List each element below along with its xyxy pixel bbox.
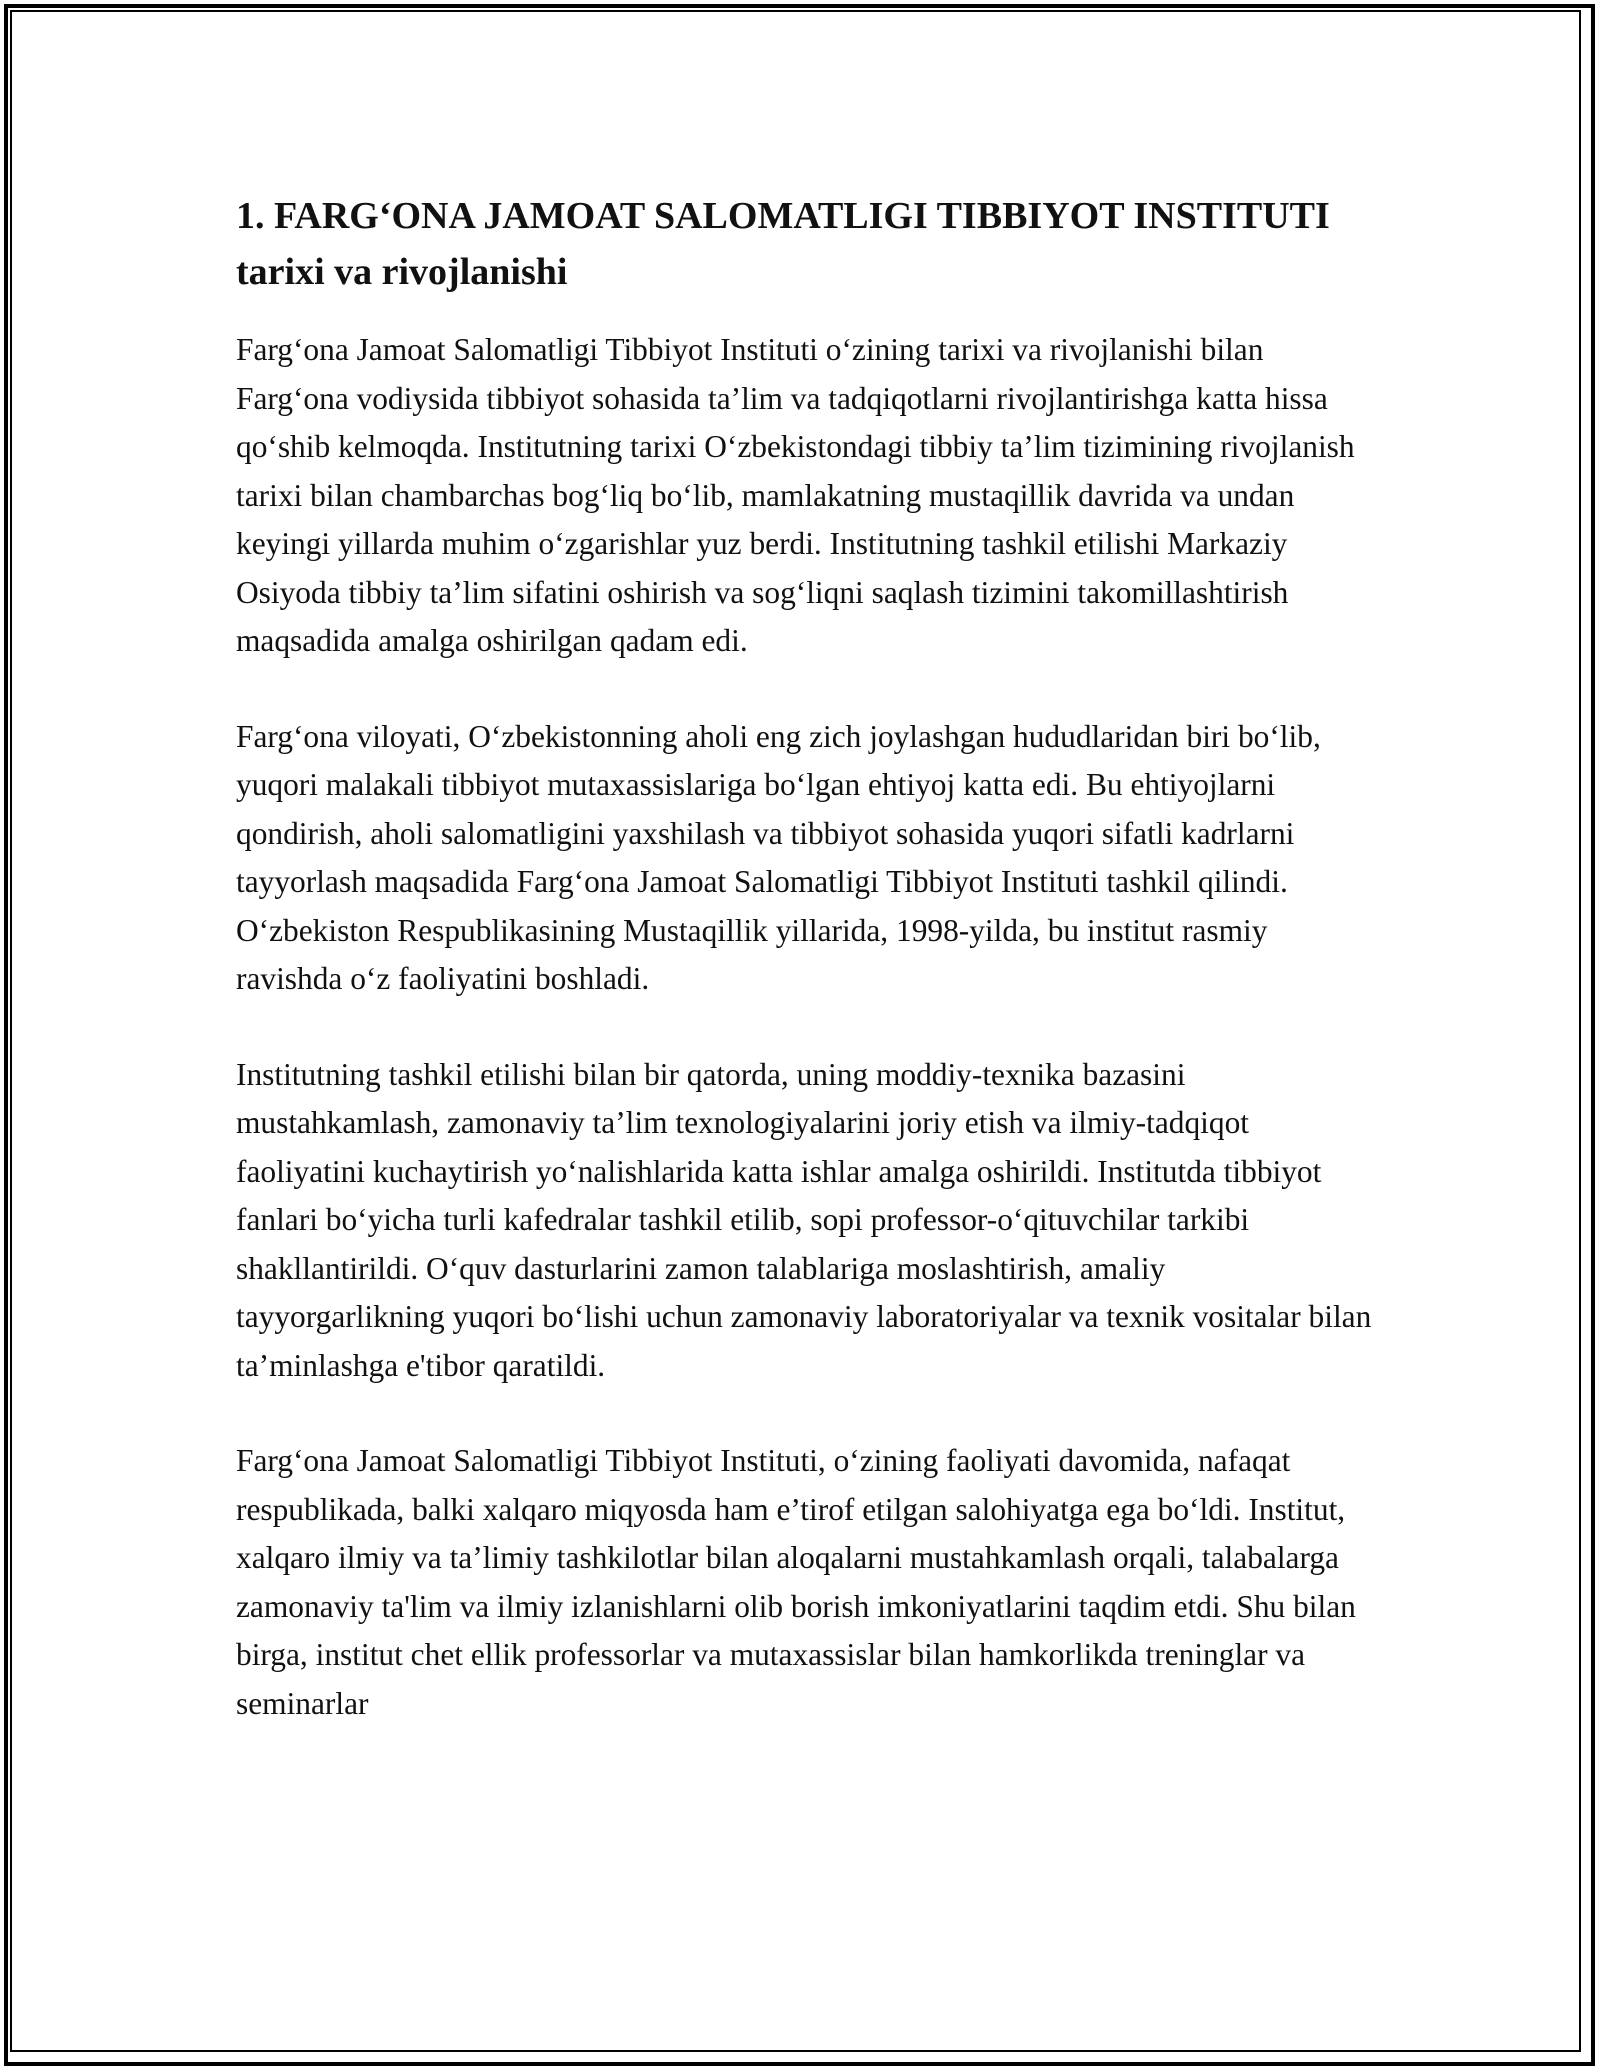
paragraph-history-intro: Farg‘ona Jamoat Salomatligi Tibbiyot Instituti o‘zining tarixi va rivojlanishi bilan Farg‘ona vodiysida tibbiyot sohasida ta’lim va tadqiqotlarni rivojlantirishga katta hissa qo‘shib kelmoqda. Institutning tarixi O‘zbekistondagi tibbiy ta’lim tizimining rivojlanish tarixi bilan chambarchas bog‘liq bo‘lib, mamlakatning mustaqillik davrida va undan keyingi yillarda muhim o‘zgarishlar yuz berdi. Institutning tashkil etilishi Markaziy Osiyoda tibbiy ta’lim sifatini oshirish va sog‘liqni saqlash tizimini takomillashtirish maqsadida amalga oshirilgan qadam edi.	[236, 332, 1355, 658]
document-body	[236, 188, 1376, 1775]
paragraph-development: Institutning tashkil etilishi bilan bir qatorda, uning moddiy-texnika bazasini mustahkamlash, zamonaviy ta’lim texnologiyalarini joriy etish va ilmiy-tadqiqot faoliyatini kuchaytirish yo‘nalishlarida katta ishlar amalga oshirildi. Institutda tibbiyot fanlari bo‘yicha turli kafedralar tashkil etilib, sopi professor-o‘qituvchilar tarkibi shakllantirildi. O‘quv dasturlarini zamon talablariga moslashtirish, amaliy tayyorgarlikning yuqori bo‘lishi uchun zamonaviy laboratoriyalar va texnik vositalar bilan ta’minlashga e'tibor qaratildi.	[236, 1056, 1372, 1383]
paragraph-international-recognition: Farg‘ona Jamoat Salomatligi Tibbiyot Instituti, o‘zining faoliyati davomida, nafaqat respublikada, balki xalqaro miqyosda ham e’tirof etilgan salohiyatga ega bo‘ldi. Institut, xalqaro ilmiy va ta’limiy tashkilotlar bilan aloqalarni mustahkamlash orqali, talabalarga zamonaviy ta'lim va ilmiy izlanishlarni olib borish imkoniyatlarini taqdim etdi. Shu bilan birga, institut chet ellik professorlar va mutaxassislar bilan hamkorlikda treninglar va seminarlar	[236, 1443, 1356, 1721]
paragraph-founding: Farg‘ona viloyati, O‘zbekistonning aholi eng zich joylashgan hududlaridan biri bo‘lib, yuqori malakali tibbiyot mutaxassislariga bo‘lgan ehtiyoj katta edi. Bu ehtiyojlarni qondirish, aholi salomatligini yaxshilash va tibbiyot sohasida yuqori sifatli kadrlarni tayyorlash maqsadida Farg‘ona Jamoat Salomatligi Tibbiyot Instituti tashkil qilindi. O‘zbekiston Respublikasining Mustaqillik yillarida, 1998-yilda, bu institut rasmiy ravishda o‘z faoliyatini boshladi.	[236, 718, 1321, 996]
section-heading: 1. FARG‘ONA JAMOAT SALOMATLIGI TIBBIYOT INSTITUTI tarixi va rivojlanishi	[236, 195, 1330, 293]
